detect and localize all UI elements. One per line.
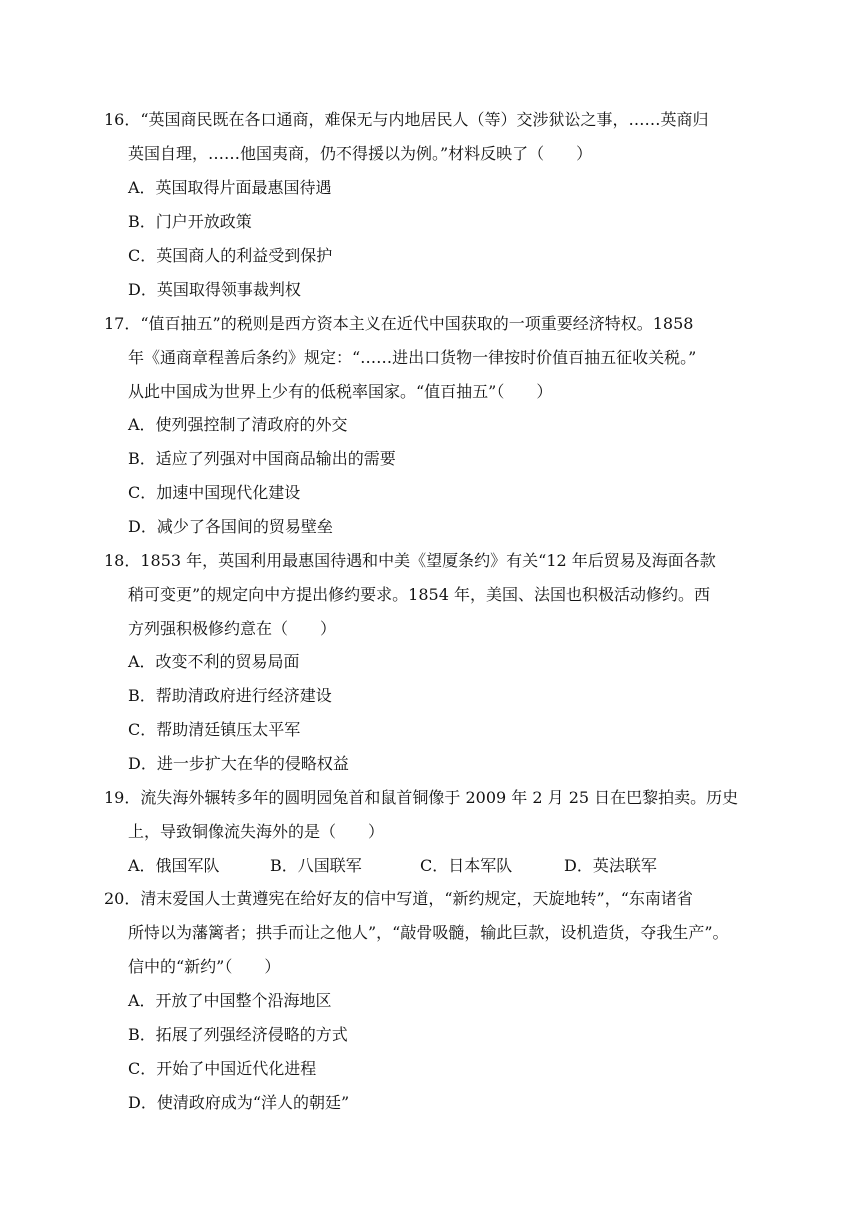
option-a[interactable]: A．英国取得片面最惠国待遇 xyxy=(128,178,332,197)
option-b[interactable]: B．八国联军 xyxy=(270,856,362,875)
question-stem-text: 流失海外辗转多年的圆明园兔首和鼠首铜像于 2009 年 2 月 25 日在巴黎拍卖。历史 xyxy=(140,788,739,807)
option-c[interactable]: C．英国商人的利益受到保护 xyxy=(128,246,333,265)
question-stem-line: 英国自理，……他国夷商，仍不得援以为例。”材料反映了（ ） xyxy=(128,144,593,163)
question-stem-text: 1853 年，英国利用最惠国待遇和中美《望厦条约》有关“12 年后贸易及海面各款 xyxy=(140,551,716,570)
option-b[interactable]: B．帮助清政府进行经济建设 xyxy=(128,686,332,705)
option-a[interactable]: A．俄国军队 xyxy=(128,856,220,875)
option-b[interactable]: B．适应了列强对中国商品输出的需要 xyxy=(128,449,396,468)
question-stem-line: 方列强积极修约意在（ ） xyxy=(128,619,337,638)
question-number: 20． xyxy=(104,889,141,908)
question-number: 18． xyxy=(104,551,141,570)
option-a[interactable]: A．改变不利的贸易局面 xyxy=(128,652,300,671)
question-stem-line xyxy=(104,110,709,130)
option-c[interactable]: C．开始了中国近代化进程 xyxy=(128,1059,317,1078)
question-number: 17． xyxy=(104,314,141,333)
question-stem-line xyxy=(104,314,693,334)
question-stem-line xyxy=(104,788,738,808)
option-d[interactable]: D．进一步扩大在华的侵略权益 xyxy=(128,754,349,773)
option-a[interactable]: A．使列强控制了清政府的外交 xyxy=(128,415,348,434)
option-c[interactable]: C．加速中国现代化建设 xyxy=(128,483,301,502)
question-stem-line: 稍可变更”的规定向中方提出修约要求。1854 年，美国、法国也积极活动修约。西 xyxy=(128,585,710,604)
option-d[interactable]: D．减少了各国间的贸易壁垒 xyxy=(128,517,333,536)
option-d[interactable]: D．使清政府成为“洋人的朝廷” xyxy=(128,1093,350,1112)
question-stem-line: 上，导致铜像流失海外的是（ ） xyxy=(128,822,385,841)
question-stem-line: 年《通商章程善后条约》规定：“……进出口货物一律按时价值百抽五征收关税。” xyxy=(128,348,697,367)
question-stem-line: 从此中国成为世界上少有的低税率国家。“值百抽五”（ ） xyxy=(128,382,553,401)
question-stem-text: 清末爱国人士黄遵宪在给好友的信中写道，“新约规定，天旋地转”，“东南诸省 xyxy=(140,889,693,908)
question-stem-line xyxy=(104,889,693,909)
option-d[interactable]: D．英国取得领事裁判权 xyxy=(128,280,301,299)
question-stem-line: 所恃以为藩篱者；拱手而让之他人”，“敲骨吸髓，输此巨款，设机造货，夺我生产”。 xyxy=(128,923,729,942)
option-b[interactable]: B．门户开放政策 xyxy=(128,212,252,231)
option-c[interactable]: C．日本军队 xyxy=(420,856,513,875)
question-stem-text: “英国商民既在各口通商，难保无与内地居民人（等）交涉狱讼之事，……英商归 xyxy=(140,110,709,129)
option-b[interactable]: B．拓展了列强经济侵略的方式 xyxy=(128,1025,348,1044)
option-a[interactable]: A．开放了中国整个沿海地区 xyxy=(128,991,332,1010)
question-stem-text: “值百抽五”的税则是西方资本主义在近代中国获取的一项重要经济特权。1858 xyxy=(140,314,694,333)
option-d[interactable]: D．英法联军 xyxy=(564,856,657,875)
question-stem-line xyxy=(104,551,716,571)
question-number: 19． xyxy=(104,788,141,807)
question-stem-line: 信中的“新约”（ ） xyxy=(128,957,281,976)
question-number: 16． xyxy=(104,110,141,129)
option-c[interactable]: C．帮助清廷镇压太平军 xyxy=(128,720,301,739)
